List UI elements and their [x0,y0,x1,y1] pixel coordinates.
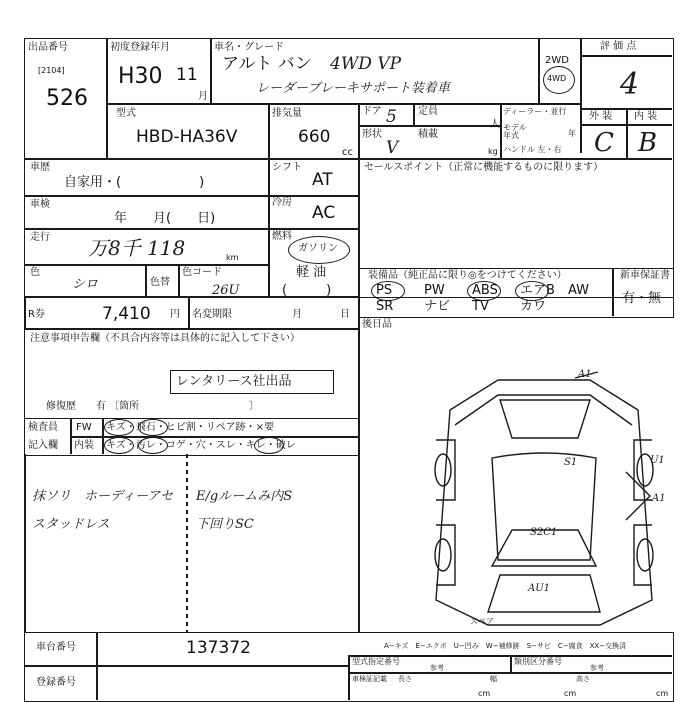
capacity-unit: 人 [490,119,500,130]
chassis-label: 車台番号 [36,642,76,653]
year-unit: 年 [568,129,576,138]
shift-label: シフト [272,162,302,173]
damage-legend: A−キズ E−エクボ U−凹み W−補修跡 S−サビ C−腐食 XX−交換済 [384,642,627,650]
dealer-label: ディーラー・並行 [503,107,567,116]
equipment-1-1: PS [376,283,393,298]
displacement-label: 排気量 [272,108,302,119]
circle-hiseki [138,419,168,436]
recycle-label: R券 [28,309,45,320]
chassis-value: 137372 [186,638,251,658]
doors-value: 5 [386,107,397,127]
drive-4wd: 4WD [547,74,567,83]
inspection-label: 車検 [30,199,50,210]
color-value: シロ [72,277,99,292]
height-label: 高さ [576,675,590,683]
note-right-1: E/gルームみ内S [196,489,293,504]
equipment-2-1: SR [376,299,394,314]
score-value: 4 [620,67,640,102]
repair-history: 修復歴 有 〔箇所 〕 [46,401,260,412]
equipment-1-3: ABS [472,283,498,298]
load-label: 積載 [418,129,438,140]
color-code-label: 色コード [182,267,222,278]
handle-label: ハンドル 左・右 [503,145,562,154]
name-label: 車名・グレード [214,42,284,53]
equipment-circle-3 [467,281,501,301]
mark-s2c1: S2C1 [530,527,558,538]
fw-items: キズ・飛石・ヒビ割・リペア跡・×要 [106,422,274,433]
equipment-1-5: AW [568,283,590,298]
exterior-score: C [594,128,614,158]
rental-stamp-text: レンタリース社出品 [176,374,292,389]
lot-session: [2104] [38,66,65,75]
color-code-value: 26U [212,283,240,298]
note-left-1: 抹ソリ ホーディーアセ [32,489,174,504]
warranty-value: 有・無 [622,291,662,306]
mileage-label: 走行 [30,232,50,243]
width-label: 幅 [490,675,497,683]
inspector-label-2: 記入欄 [28,440,58,451]
displacement-unit: cc [342,147,353,158]
first-reg-era: H30 [118,64,163,89]
sales-point-label: セールスポイント（正常に機能するものに限ります） [364,162,604,173]
mark-u1: U1 [650,455,665,466]
height-unit: cm [656,689,669,698]
interior-score: B [638,128,658,158]
circle-kizu-1 [104,419,134,436]
fuel-other: ( ) [282,283,332,298]
lot-label: 出品番号 [28,42,68,53]
grade-name: 4WD VP [330,54,402,74]
note-right-2: 下回りSC [196,517,254,532]
first-reg-label: 初度登録年月 [110,42,170,53]
fuel-diesel: 軽 油 [296,265,327,280]
reg-dims-label: 車検証記載 [352,675,387,683]
load-unit: kg [488,147,498,156]
circle-kizu-2 [104,437,134,454]
registration-label: 登録番号 [36,677,76,688]
lot-number: 526 [46,86,88,111]
doors-label: ドア [362,106,382,117]
type-no-ref: 参考 [430,664,444,672]
circle-yogore [138,437,168,454]
score-label: 評 価 点 [600,41,637,52]
sales-block [358,158,674,269]
recycle-value: 7,410 [102,304,151,324]
note-left-2: スタッドレス [32,517,110,532]
equipment-circle-1 [371,281,405,301]
inspector-label-1: 検査員 [28,422,58,433]
inspection-value: 年 月( 日) [114,211,216,226]
ac-value: AC [312,203,336,223]
mark-a1-top: A1 [578,369,592,380]
after-date-label: 後日品 [362,319,392,330]
interior-label: 内 装 [634,111,658,122]
equipment-label: 装備品（純正品に限り◎をつけてください） [368,270,567,281]
width-unit: cm [564,689,577,698]
first-reg-month: 11 [176,65,198,85]
equipment-2-2: ナビ [424,299,451,314]
recycle-unit: 円 [170,309,180,320]
circle-sure [254,437,284,454]
equipment-2-4: カワ [520,299,547,314]
color-label: 色 [30,267,40,278]
spare-label: スペア [470,617,494,626]
exterior-label: 外 装 [589,111,613,122]
class-no-ref: 参考 [590,664,604,672]
capacity-label: 定員 [418,106,438,117]
warranty-label: 新車保証書 [620,270,670,281]
displacement-value: 660 [298,127,331,147]
name-change-label: 名変期限 [192,309,232,320]
mark-s1: S1 [564,457,578,468]
equipment-1-2: PW [424,283,445,298]
mark-au1: AU1 [528,583,551,594]
fuel-label: 燃料 [272,231,292,242]
shape-label: 形状 [362,129,382,140]
equipment-circle-4 [515,281,549,301]
class-no-label: 類別区分番号 [514,657,562,666]
fw-head: FW [76,422,92,433]
first-reg-unit: 月 [198,91,208,102]
shift-value: AT [312,170,333,190]
mileage-unit: km [226,253,239,262]
length-unit: cm [478,689,491,698]
history-value: 自家用・( ) [64,175,205,190]
interior-head: 内装 [74,440,94,451]
history-label: 車歴 [30,162,50,173]
equipment-2-3: TV [472,299,489,314]
model-year-label: モデル 年式 [503,123,527,140]
shape-value: V [386,138,399,158]
name-change-day: 日 [340,309,350,320]
type-no-label: 型式指定番号 [352,657,400,666]
color-swap-label: 色替 [150,277,170,288]
length-label: 長さ [398,675,412,683]
mileage-value: 万8千 118 [88,236,186,260]
grade-note: レーダーブレーキサポート装着車 [256,81,450,96]
drive-2wd: 2WD [545,55,569,66]
name-change-month: 月 [292,309,302,320]
model-name: アルト バン [222,54,312,74]
ac-label: 冷房 [272,197,292,208]
equipment-1-4: エアB [520,283,555,298]
type-value: HBD-HA36V [136,127,238,147]
type-label: 型式 [116,108,136,119]
notes-label: 注意事項申告欄（不具合内容等は具体的に記入して下さい） [30,333,300,344]
fuel-gasoline: ガソリン [298,243,338,254]
interior-items: キズ・汚レ・コゲ・穴・スレ・キレ・破レ [106,440,296,451]
mark-a1-right: A1 [652,493,666,504]
